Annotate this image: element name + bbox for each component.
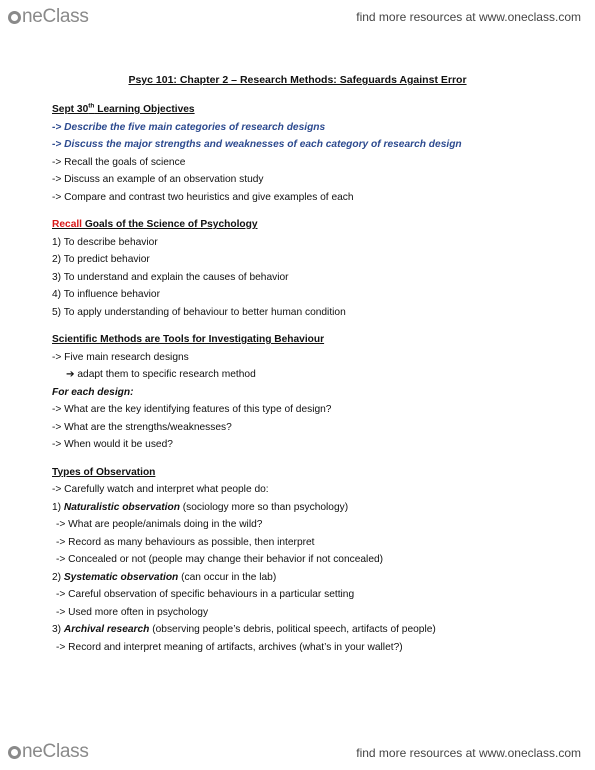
goal-item: 5) To apply understanding of behaviour to better human condition	[52, 306, 346, 318]
methods-line: -> Five main research designs	[52, 351, 189, 363]
logo-o-icon	[8, 746, 21, 759]
goal-item: 2) To predict behavior	[52, 254, 150, 265]
observation-type: 2) Systematic observation (can occur in the lab)	[52, 571, 277, 583]
oneclass-logo: neClass	[8, 6, 89, 28]
observation-type: 3) Archival research (observing people’s debris, political speech, artifacts of people)	[52, 624, 436, 635]
objectives-heading: Sept 30th Learning Objectives	[52, 102, 195, 115]
document-body	[52, 101, 552, 656]
observation-point: -> Record and interpret meaning of artifacts, archives (what’s in your wallet?)	[56, 641, 403, 653]
objective-item: -> Discuss the major strengths and weaknesses of each category of research design	[52, 139, 462, 150]
objective-item: -> Describe the five main categories of research designs	[52, 121, 326, 133]
observation-point: -> Used more often in psychology	[56, 606, 209, 618]
methods-line: ➔ adapt them to specific research method	[66, 369, 256, 380]
oneclass-link-footer[interactable]: find more resources at www.oneclass.com	[356, 746, 581, 760]
observation-point: -> Record as many behaviours as possible, then interpret	[56, 536, 315, 548]
observation-type: 1) Naturalistic observation (sociology more so than psychology)	[52, 501, 349, 513]
objective-item: -> Discuss an example of an observation study	[52, 174, 264, 185]
observation-point: -> Careful observation of specific behaviours in a particular setting	[56, 589, 355, 600]
oneclass-logo-footer: neClass	[8, 741, 89, 763]
design-question: -> What are the key identifying features of this type of design?	[52, 404, 332, 415]
observation-intro: -> Carefully watch and interpret what people do:	[52, 484, 269, 495]
goals-heading: Recall Goals of the Science of Psychology	[52, 219, 258, 230]
design-question: -> When would it be used?	[52, 439, 173, 450]
goal-item: 4) To influence behavior	[52, 289, 160, 300]
objective-item: -> Compare and contrast two heuristics and give examples of each	[52, 191, 354, 203]
design-question: -> What are the strengths/weaknesses?	[52, 421, 232, 433]
observation-point: -> What are people/animals doing in the wild?	[56, 519, 263, 530]
observation-heading: Types of Observation	[52, 466, 156, 478]
design-subheading: For each design:	[52, 386, 134, 398]
oneclass-link[interactable]: find more resources at www.oneclass.com	[356, 10, 581, 24]
methods-heading: Scientific Methods are Tools for Investigating Behaviour	[52, 334, 325, 345]
observation-point: -> Concealed or not (people may change their behavior if not concealed)	[56, 554, 384, 565]
logo-o-icon	[8, 11, 21, 24]
goal-item: 1) To describe behavior	[52, 236, 158, 248]
arrow-right-icon: ➔	[66, 369, 75, 380]
page-title: Psyc 101: Chapter 2 – Research Methods: Safeguards Against Error	[128, 74, 467, 86]
goal-item: 3) To understand and explain the causes of behavior	[52, 271, 289, 283]
objective-item: -> Recall the goals of science	[52, 156, 186, 168]
